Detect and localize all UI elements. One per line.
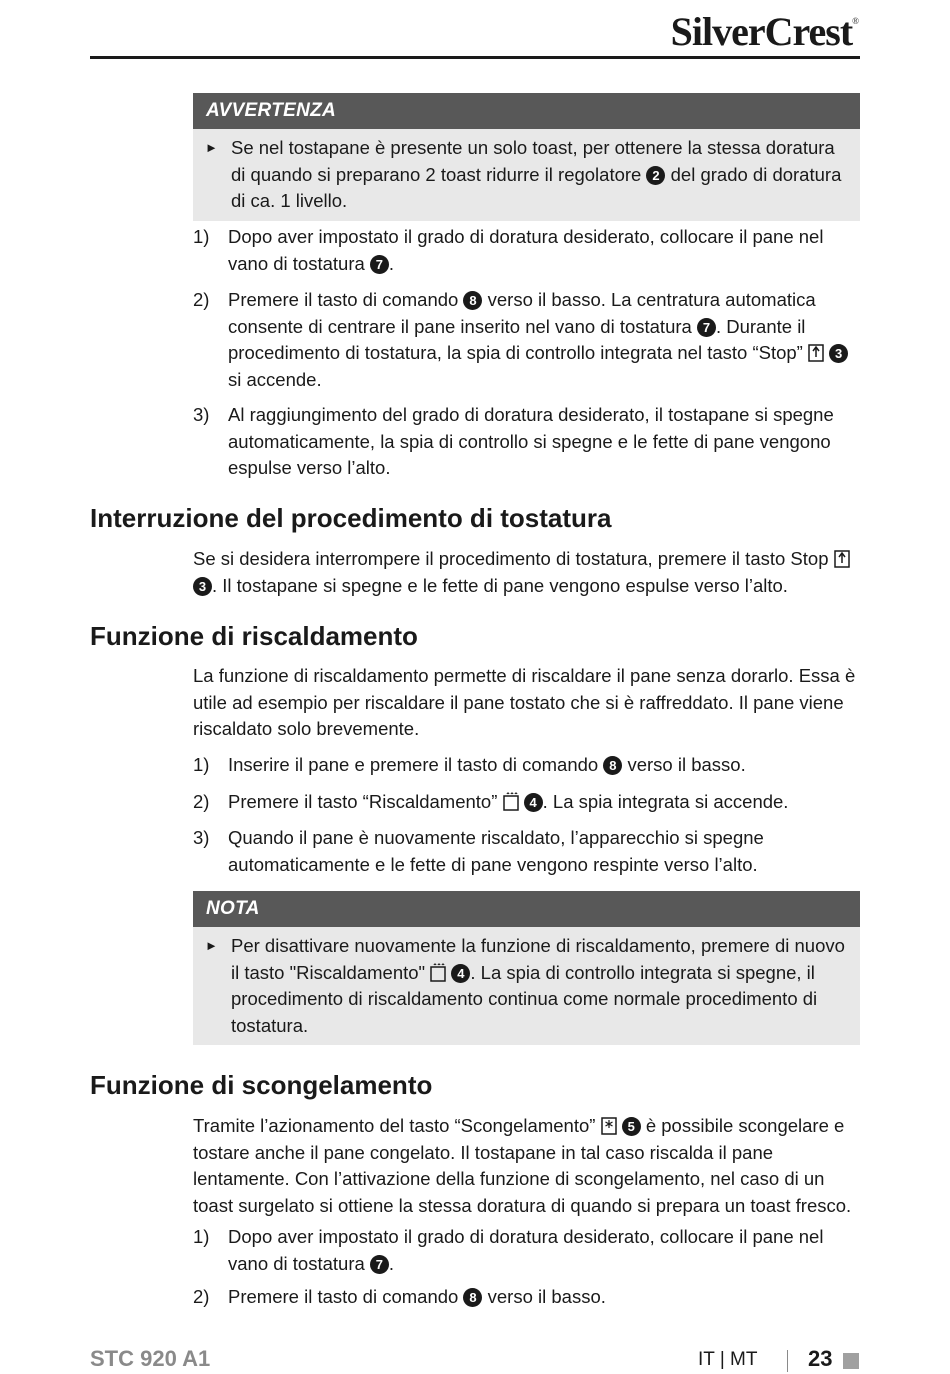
ref-number-icon: 7: [370, 1255, 389, 1274]
section-heading-scongelamento: Funzione di scongelamento: [90, 1070, 433, 1100]
stop-button-icon: [808, 342, 824, 362]
footer-model: STC 920 A1: [90, 1346, 211, 1371]
brand-logo: SilverCrest®: [670, 9, 858, 54]
ref-number-icon: 2: [646, 166, 665, 185]
step-item: 1) Dopo aver impostato il grado di doratura desiderato, collocare il pane nel vano di tostatura 7 .: [193, 226, 824, 274]
ref-number-icon: 7: [697, 318, 716, 337]
warning-body: ► Se nel tostapane è presente un solo toast, per ottenere la stessa doratura di quando si preparano 2 toast ridurre il regolatore 2 del grado di doratura di ca. 1 livello.: [205, 137, 842, 211]
ref-number-icon: 8: [463, 291, 482, 310]
arrow-icon: ►: [205, 938, 218, 953]
ref-number-icon: 8: [463, 1288, 482, 1307]
note-box: [193, 891, 860, 1045]
paragraph-interruzione: Se si desidera interrompere il procedimento di tostatura, premere il tasto Stop 3 . Il tostapane si spegne e le fette di pane vengono espulse verso l’alto.: [193, 546, 860, 599]
warming-button-icon: [503, 791, 519, 811]
note-body: ► Per disattivare nuovamente la funzione di riscaldamento, premere di nuovo il tasto "Riscaldamento" 4 . La spia di controllo integrata si spegne, il procedimento di riscaldamento continua come normale procedimento di tostatura.: [205, 935, 845, 1036]
section-heading-riscaldamento: Funzione di riscaldamento: [90, 621, 418, 651]
step-item: 2) Premere il tasto di comando 8 verso il basso. La centratura automatica consente di centrare il pane inserito nel vano di tostatura 7 . Durante il procedimento di tostatura, la spia di controllo integrata nel tasto “Stop” 3 si accende.: [193, 287, 860, 393]
header-rule: [90, 56, 860, 59]
ref-number-icon: 7: [370, 255, 389, 274]
ref-number-icon: 4: [451, 964, 470, 983]
footer-language: IT | MT: [698, 1349, 758, 1370]
section-heading-interruzione: Interruzione del procedimento di tostatura: [90, 503, 612, 533]
paragraph-riscaldamento: La funzione di riscaldamento permette di riscaldare il pane senza dorarlo. Essa è utile ad esempio per riscaldare il pane tostato che si è raffreddato. Il pane viene riscaldato solo brevemente.: [193, 665, 856, 739]
step-item: 1) Inserire il pane e premere il tasto di comando 8 verso il basso.: [193, 754, 746, 775]
ref-number-icon: 3: [193, 577, 212, 596]
arrow-icon: ►: [205, 140, 218, 155]
step-item: 3) Quando il pane è nuovamente riscaldato, l’apparecchio si spegne automaticamente e le fette di pane vengono respinte verso l’alto.: [193, 827, 764, 875]
ref-number-icon: 8: [603, 756, 622, 775]
ref-number-icon: 3: [829, 344, 848, 363]
ref-number-icon: 5: [622, 1117, 641, 1136]
warning-title: AVVERTENZA: [193, 93, 860, 129]
paragraph-scongelamento: Tramite l’azionamento del tasto “Scongelamento” 5 è possibile scongelare e tostare anche il pane congelato. Il tostapane in tal caso riscalda il pane lentamente. Con l’attivazione della funzione di scongelamento, nel caso di un toast surgelato si ottiene la stessa doratura di quando si prepara un toast fresco.: [193, 1115, 852, 1216]
step-item: 3) Al raggiungimento del grado di doratura desiderato, il tostapane si spegne automaticamente, la spia di controllo si spegne e le fette di pane vengono espulse verso l’alto.: [193, 404, 834, 478]
stop-button-icon: [834, 548, 850, 568]
footer-square-icon: [843, 1353, 859, 1369]
warming-button-icon: [430, 962, 446, 982]
step-item: 1) Dopo aver impostato il grado di doratura desiderato, collocare il pane nel vano di tostatura 7 .: [193, 1226, 824, 1274]
defrost-button-icon: [601, 1115, 617, 1135]
step-item: 2) Premere il tasto di comando 8 verso il basso.: [193, 1286, 606, 1307]
footer-divider: [787, 1350, 788, 1372]
note-title: NOTA: [193, 891, 860, 927]
warning-box: [193, 93, 860, 221]
ref-number-icon: 4: [524, 793, 543, 812]
step-item: 2) Premere il tasto “Riscaldamento” 4 . La spia integrata si accende.: [193, 791, 789, 812]
page-number: 23: [808, 1346, 833, 1371]
